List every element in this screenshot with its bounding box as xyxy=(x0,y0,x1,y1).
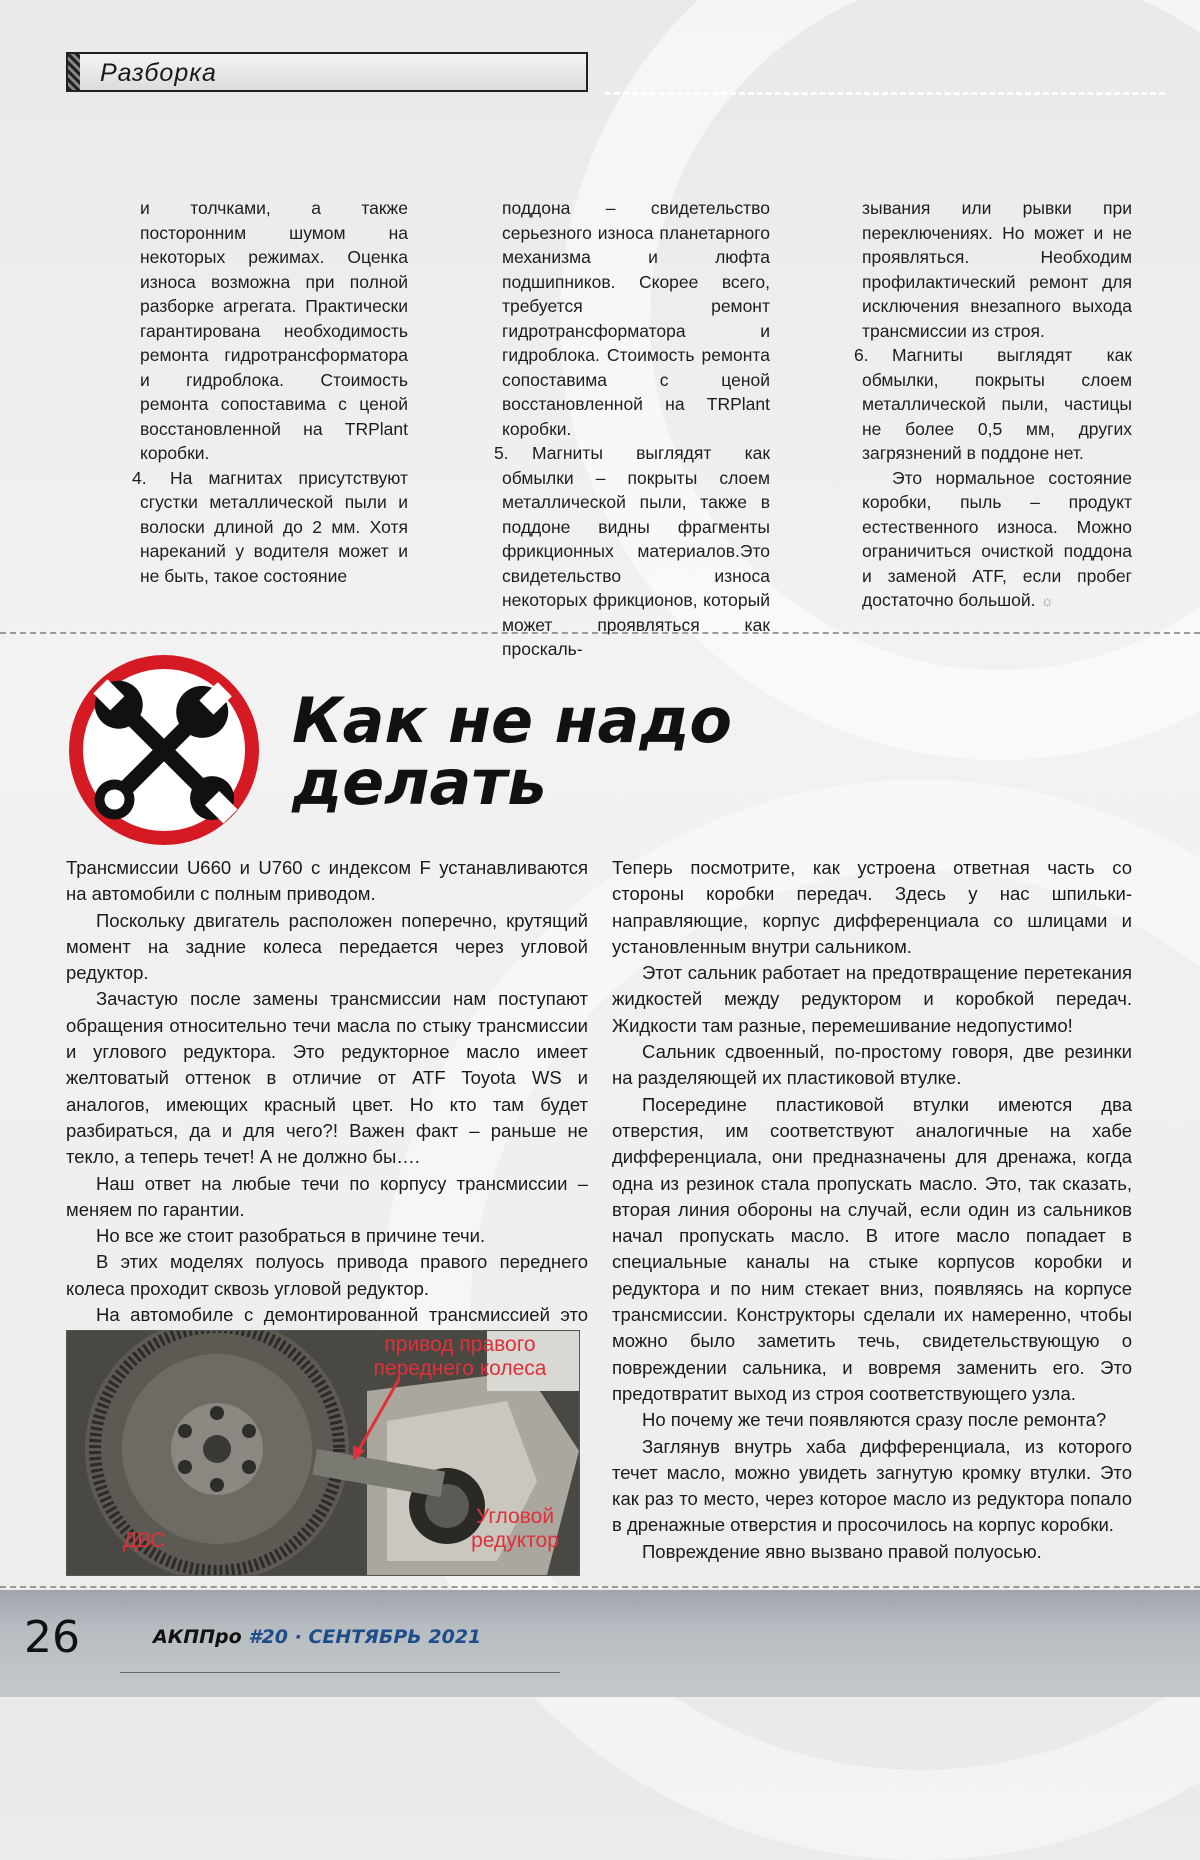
col1-paragraph: и толчками, а также посторонним шумом на некоторых режимах. Оценка износа возможна при полной разборке агрегата. Практически гарантирована необходимость ремонта гидротрансформатора и гидроблока. Стоимость ремонта сопоставима с ценой восстановленной на TRPlant коробки. xyxy=(140,198,408,463)
list-text-6: Магниты выглядят как обмылки, покрыты слоем металлической пыли, частицы не более 0,5 мм, других загрязнений в поддоне нет. xyxy=(862,345,1132,463)
magazine-name: АКППро xyxy=(153,1626,242,1648)
body-left-p4: Наш ответ на любые течи по корпусу трансмиссии – меняем по гарантии. xyxy=(66,1172,588,1220)
list-item-4 xyxy=(132,466,408,589)
body-right-column xyxy=(612,855,1132,1565)
list-item-6 xyxy=(854,343,1132,466)
body-right-p5: Но почему же течи появляются сразу после ремонта? xyxy=(642,1409,1107,1431)
body-right-p4: Посередине пластиковой втулки имеются два отверстия, им соответствуют аналогичные на хабе дифференциала, они предназначены для дренажа, когда одна из резинок стала пропускать масло. Это, так сказать, вторая линия обороны на случай, если один из сальников начал пропускать масло. В итоге масло попадает в специальные каналы на стыке корпусов коробки и редуктора и по ним стекает вниз, появляясь на корпусе трансмиссии. Конструкторы сделали их намеренно, чтобы можно было заметить течь, свидетельствующую о повреждении сальника, и вовремя заменить его. Это предотвратит выход из строя соответствующего узла. xyxy=(612,1093,1132,1404)
list-number-6: 6. xyxy=(854,345,869,365)
body-left-p6: В этих моделях полуось привода правого переднего колеса проходит сквозь угловой редуктор. xyxy=(66,1251,588,1299)
photo-label-engine: ДВС xyxy=(123,1529,166,1552)
col2-paragraph: поддона – свидетельство серьезного износа планетарного механизма и люфта подшипников. Скорее всего, требуется ремонт гидротрансформатора и гидроблока. Стоимость ремонта сопоставима с ценой восстановленной на TRPlant коробки. xyxy=(502,198,770,439)
footer-dashed-rule xyxy=(0,1586,1200,1588)
body-left-column xyxy=(66,855,588,1355)
section-header-bar xyxy=(66,52,588,92)
transmission-photo xyxy=(66,1330,580,1576)
body-right-p7: Повреждение явно вызвано правой полуосью. xyxy=(642,1540,1042,1562)
top-column-3 xyxy=(854,196,1132,615)
footer-brand xyxy=(153,1626,481,1648)
list-number-5: 5. xyxy=(494,443,509,463)
body-left-p7: На автомобиле с демонтированной трансмиссией это xyxy=(96,1304,588,1326)
body-right-p6: Заглянув внутрь хаба дифференциала, из которого течет масло, можно увидеть загнутую кромку втулки. Это как раз то место, через которое масло из редуктора попало в дренажные отверстия и просочилось на корпус коробки. xyxy=(612,1435,1132,1536)
header-dashed-rule xyxy=(605,92,1165,95)
list-text-5: Магниты выглядят как обмылки – покрыты слоем металлической пыли, также в поддоне видны фрагменты фрикционных материалов.Это свидетельство износа некоторых фрикционов, который может проявляться как проскаль- xyxy=(502,443,770,659)
photo-label-drive-line2: переднего колеса xyxy=(373,1357,547,1380)
photo-label-reducer xyxy=(451,1505,579,1553)
footer-separator: · xyxy=(294,1626,302,1648)
section-bar-stripe xyxy=(68,54,80,90)
top-column-1 xyxy=(132,196,408,588)
headline-line1: Как не надо xyxy=(292,684,732,757)
body-left-p5: Но все же стоит разобраться в причине течи. xyxy=(96,1225,486,1247)
list-item-5 xyxy=(494,441,770,662)
section-divider xyxy=(0,632,1200,634)
body-left-p3: Зачастую после замены трансмиссии нам поступают обращения относительно течи масла по стыку трансмиссии и углового редуктора. Это редукторное масло имеет желтоватый оттенок в отличие от ATF Toyota WS и аналогов, имеющих красный цвет. Но кто там будет разбираться, да и для чего?! Важен факт – раньше не текло, а теперь течет! А не должно бы…. xyxy=(66,988,588,1168)
headline-line2: делать xyxy=(292,746,547,819)
list-number-4: 4. xyxy=(132,467,147,488)
footer-rule xyxy=(120,1672,560,1673)
body-right-p2: Этот сальник работает на предотвращение перетекания жидкостей между редуктором и коробкой передач. Жидкости там разные, перемешивание недопустимо! xyxy=(612,962,1132,1036)
crossed-wrenches-icon xyxy=(64,650,264,850)
page-footer xyxy=(0,1590,1200,1697)
col3-closing xyxy=(862,466,1132,615)
body-right-p3: Сальник сдвоенный, по-простому говоря, две резинки на разделяющей их пластиковой втулке. xyxy=(612,1041,1132,1089)
body-left-p1: Трансмиссии U660 и U760 с индексом F устанавливаются на автомобили с полным приводом. xyxy=(66,857,588,905)
photo-label-reducer-line2: редуктор xyxy=(471,1529,559,1552)
end-mark-icon: ☼ xyxy=(1040,593,1055,610)
issue-number: #20 xyxy=(248,1626,288,1648)
page-number: 26 xyxy=(24,1612,80,1663)
col3-paragraph: зывания или рывки при переключениях. Но может и не проявляться. Необходим профилактический ремонт для исключения внезапного выхода трансмиссии из строя. xyxy=(862,198,1132,341)
body-right-p1: Теперь посмотрите, как устроена ответная часть со стороны коробки передач. Здесь у нас шпильки-направляющие, корпус дифференциала со шлицами и установленным внутри сальником. xyxy=(612,857,1132,957)
section-title: Разборка xyxy=(100,59,217,87)
top-column-2 xyxy=(494,196,770,662)
body-left-p2: Поскольку двигатель расположен поперечно, крутящий момент на задние колеса передается через угловой редуктор. xyxy=(66,909,588,984)
photo-label-reducer-line1: Угловой xyxy=(475,1505,555,1528)
photo-label-drive-line1: привод правого xyxy=(384,1333,536,1356)
headline xyxy=(292,684,732,819)
issue-date: СЕНТЯБРЬ 2021 xyxy=(308,1626,482,1648)
list-text-4: На магнитах присутствуют сгустки металлической пыли и волоски длиной до 2 мм. Хотя нареканий у водителя может и не быть, такое состояние xyxy=(140,467,408,586)
photo-label-drive xyxy=(345,1333,575,1381)
col3-closing-text: Это нормальное состояние коробки, пыль – продукт естественного износа. Можно ограничиться очисткой поддона и заменой ATF, если пробег достаточно большой. xyxy=(862,467,1132,610)
